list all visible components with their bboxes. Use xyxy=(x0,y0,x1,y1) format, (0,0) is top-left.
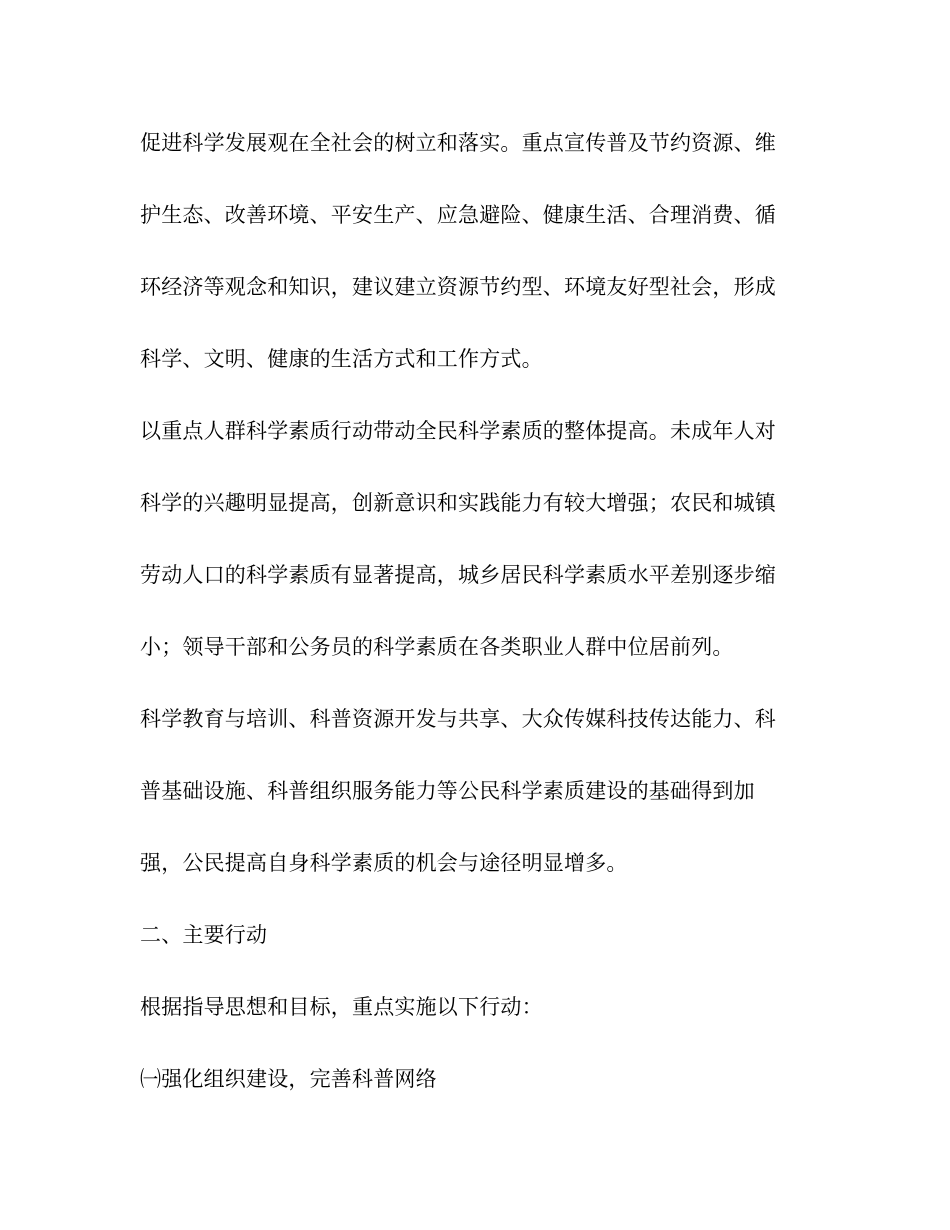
paragraph-line: 环经济等观念和知识，建议建立资源节约型、环境友好型社会，形成 xyxy=(140,275,776,299)
subsection-heading: ㈠强化组织建设，完善科普网络 xyxy=(140,1067,437,1091)
paragraph-line: 根据指导思想和目标，重点实施以下行动： xyxy=(140,995,543,1019)
paragraph-line: 以重点人群科学素质行动带动全民科学素质的整体提高。未成年人对 xyxy=(140,419,776,443)
paragraph-line: 小；领导干部和公务员的科学素质在各类职业人群中位居前列。 xyxy=(140,635,734,659)
paragraph-line: 科学教育与培训、科普资源开发与共享、大众传媒科技传达能力、科 xyxy=(140,707,776,731)
paragraph-line: 护生态、改善环境、平安生产、应急避险、健康生活、合理消费、循 xyxy=(140,203,776,227)
paragraph-line: 科学的兴趣明显提高，创新意识和实践能力有较大增强；农民和城镇 xyxy=(140,491,776,515)
paragraph-line: 科学、文明、健康的生活方式和工作方式。 xyxy=(140,347,543,371)
paragraph-line: 强，公民提高自身科学素质的机会与途径明显增多。 xyxy=(140,851,628,875)
section-heading: 二、主要行动 xyxy=(140,923,268,947)
paragraph-line: 促进科学发展观在全社会的树立和落实。重点宣传普及节约资源、维 xyxy=(140,131,776,155)
paragraph-line: 普基础设施、科普组织服务能力等公民科学素质建设的基础得到加 xyxy=(140,779,755,803)
paragraph-line: 劳动人口的科学素质有显著提高，城乡居民科学素质水平差别逐步缩 xyxy=(140,563,776,587)
